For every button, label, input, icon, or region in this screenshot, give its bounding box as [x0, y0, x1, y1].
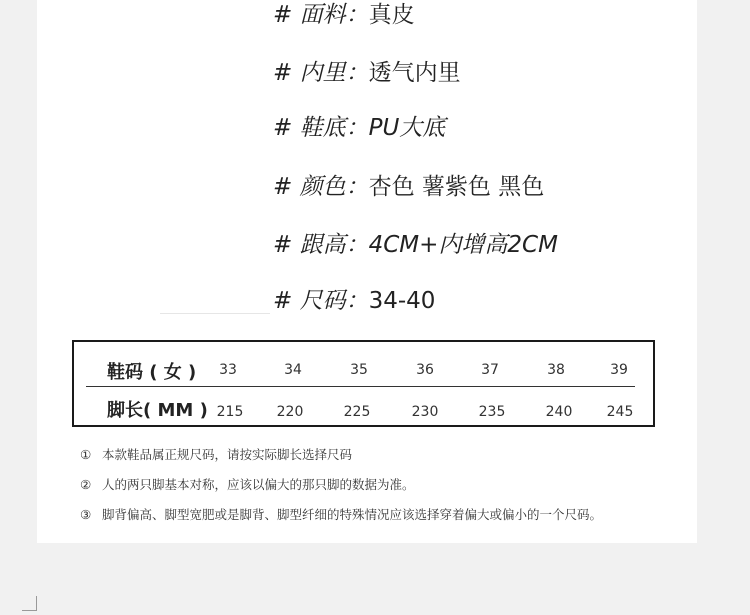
length-cell: 235	[478, 404, 506, 420]
spec-value: 透气内里	[368, 60, 461, 86]
corner-mark-icon	[22, 596, 37, 611]
spec-value: PU大底	[368, 115, 446, 141]
divider	[160, 313, 270, 314]
spec-key: # 面料：	[273, 2, 369, 28]
note-item	[80, 505, 602, 523]
length-cell: 245	[606, 404, 634, 420]
size-chart	[72, 340, 655, 427]
size-cell: 37	[481, 362, 499, 378]
spec-key: # 颜色：	[273, 174, 369, 200]
size-cell: 33	[219, 362, 237, 378]
spec-value: 4CM+内增高2CM	[368, 232, 558, 258]
length-cell: 220	[276, 404, 304, 420]
spec-color	[273, 168, 544, 201]
length-cell: 240	[545, 404, 573, 420]
spec-value: 真皮	[368, 2, 415, 28]
foot-length-row	[74, 394, 653, 424]
note-number: ①	[80, 447, 92, 462]
spec-lining	[273, 54, 461, 87]
length-cell: 230	[411, 404, 439, 420]
spec-key: # 尺码：	[273, 288, 369, 314]
spec-value: 杏色 薯紫色 黑色	[368, 174, 545, 200]
spec-size-range	[273, 282, 435, 315]
size-cell: 39	[610, 362, 628, 378]
size-row	[74, 356, 653, 386]
note-item	[80, 475, 415, 493]
length-cell: 215	[216, 404, 244, 420]
note-text: 人的两只脚基本对称，应该以偏大的那只脚的数据为准。	[102, 477, 415, 492]
size-cell: 38	[547, 362, 565, 378]
note-number: ③	[80, 507, 92, 522]
size-cell: 36	[416, 362, 434, 378]
length-cell: 225	[343, 404, 371, 420]
note-text: 本款鞋品属正规尺码，请按实际脚长选择尺码	[102, 447, 353, 462]
size-cell: 35	[350, 362, 368, 378]
table-divider	[86, 386, 635, 387]
size-cell: 34	[284, 362, 302, 378]
note-text: 脚背偏高、脚型宽肥或是脚背、脚型纤细的特殊情况应该选择穿着偏大或偏小的一个尺码。	[102, 507, 603, 522]
spec-sole	[273, 109, 445, 142]
spec-key: # 跟高：	[273, 232, 369, 258]
spec-heel-height	[273, 226, 558, 259]
spec-material	[273, 0, 415, 29]
spec-value: 34-40	[368, 288, 436, 314]
foot-length-label: 脚长( MM )	[107, 400, 208, 421]
size-row-label: 鞋码 ( 女 )	[107, 362, 197, 383]
note-item	[80, 445, 352, 463]
spec-key: # 内里：	[273, 60, 369, 86]
spec-key: # 鞋底：	[273, 115, 369, 141]
product-info-card	[37, 0, 697, 543]
note-number: ②	[80, 477, 92, 492]
